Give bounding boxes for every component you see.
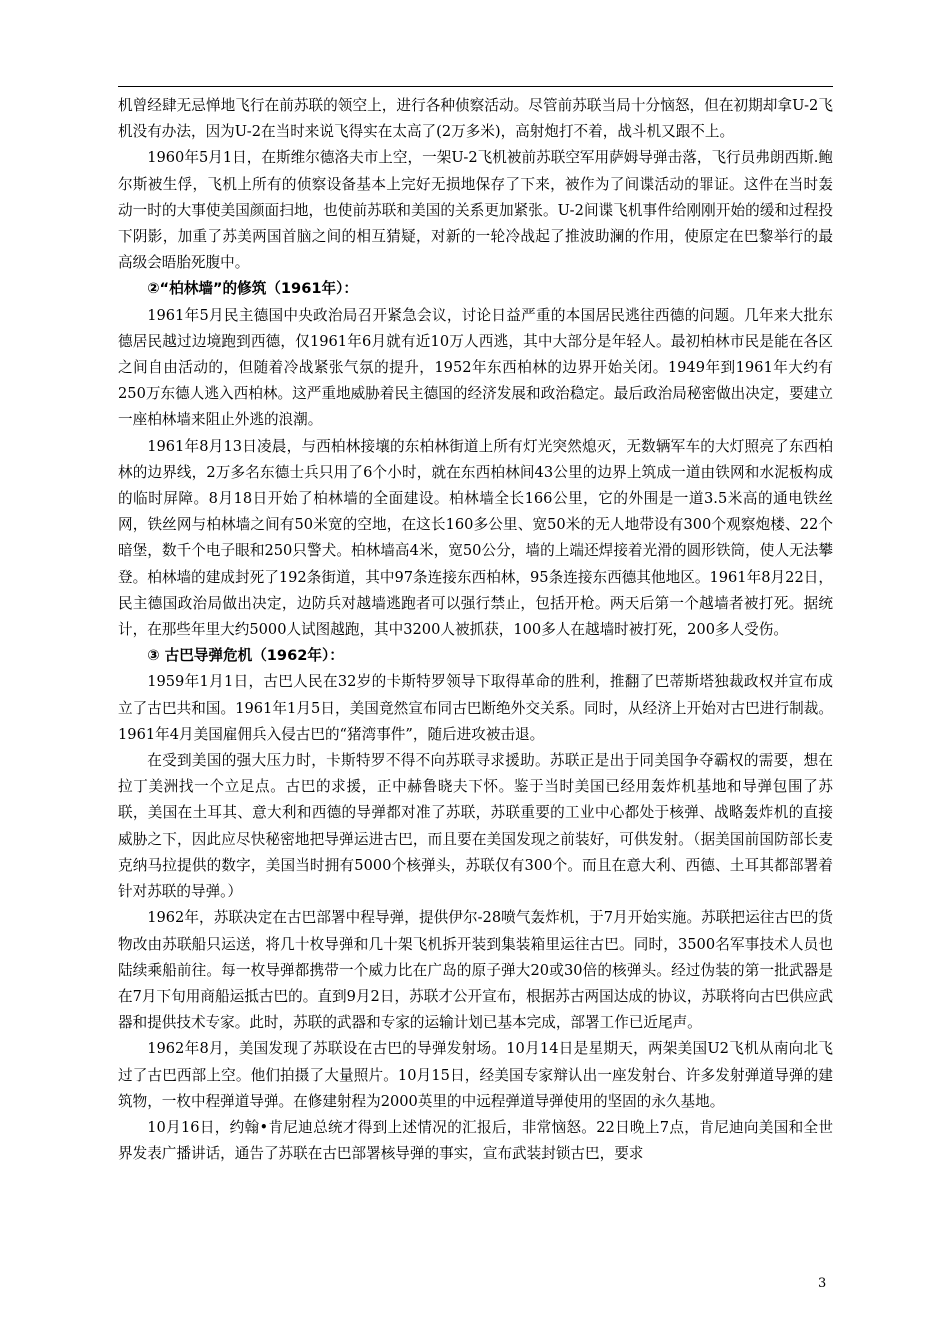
paragraph-cuban-revolution: 1959年1月1日，古巴人民在32岁的卡斯特罗领导下取得革命的胜利，推翻了巴蒂斯塔独裁政权并宣布成立了古巴共和国。1961年1月5日，美国竟然宣布同古巴断绝外交关系。同时，从经济上开始对古巴进行制裁。1961年4月美国雇佣兵入侵古巴的“猪湾事件”，随后进攻被击退。 (118, 673, 833, 743)
paragraph-us-discovery: 1962年8月，美国发现了苏联设在古巴的导弹发射场。10月14日是星期天，两架美国U2飞机从南向北飞过了古巴西部上空。他们拍摄了大量照片。10月15日，经美国专家辩认出一座发射台、许多发射弹道导弹的建筑物，一枚中程弹道导弹。在修建射程为2000英里的中远程弹道导弹使用的坚固的永久基地。 (118, 1040, 833, 1110)
page-number: 3 (818, 1276, 827, 1291)
paragraph-kennedy-response: 10月16日，约翰•肯尼迪总统才得到上述情况的汇报后，非常恼怒。22日晚上7点，肯尼迪向美国和全世界发表广播讲话，通告了苏联在古巴部署核导弹的事实，宣布武装封锁古巴，要求 (118, 1118, 833, 1163)
section-heading-berlin-wall: ②“柏林墙”的修筑（1961年）： (147, 280, 358, 298)
paragraph-missile-deployment: 1962年，苏联决定在古巴部署中程导弹，提供伊尔-28喷气轰炸机，于7月开始实施。苏联把运往古巴的货物改由苏联船只运送，将几十枚导弹和几十架飞机拆开装到集装箱里运往古巴。同时，3500名军事技术人员也陆续乘船前往。每一枚导弹都携带一个威力比在广岛的原子弹大20或30倍的核弹头。经过伪装的第一批武器是在7月下旬用商船运抵古巴的。直到9月2日，苏联才公开宣布，根据苏古两国达成的协议，苏联将向古巴供应武器和提供技术专家。此时，苏联的武器和专家的运输计划已基本完成，部署工作已近尾声。 (118, 909, 833, 1032)
document-body (118, 93, 833, 1167)
paragraph-u2-incident: 1960年5月1日，在斯维尔德洛夫市上空，一架U-2飞机被前苏联空军用萨姆导弹击落，飞行员弗朗西斯.鲍尔斯被生俘，飞机上所有的侦察设备基本上完好无损地保存了下来，被作为了间谍活动的罪证。这件在当时轰动一时的大事使美国颜面扫地，也使前苏联和美国的关系更加紧张。U-2间谍飞机事件给刚刚开始的缓和过程投下阴影，加重了苏美两国首脑之间的相互猜疑，对新的一轮冷战起了推波助澜的作用，使原定在巴黎举行的最高级会晤胎死腹中。 (118, 149, 833, 272)
paragraph-berlin-background: 1961年5月民主德国中央政治局召开紧急会议，讨论日益严重的本国居民逃往西德的问题。几年来大批东德居民越过边境跑到西德，仅1961年6月就有近10万人西逃，其中大部分是年轻人。最初柏林市民是能在各区之间自由活动的，但随着冷战紧张气氛的提升，1952年东西柏林的边界开始关闭。1949年到1961年大约有250万东德人逃入西柏林。这严重地威胁着民主德国的经济发展和政治稳定。最后政治局秘密做出决定，要建立一座柏林墙来阻止外逃的浪潮。 (118, 306, 833, 429)
paragraph-continuation: 机曾经肆无忌惮地飞行在前苏联的领空上，进行各种侦察活动。尽管前苏联当局十分恼怒，但在初期却拿U-2飞机没有办法，因为U-2在当时来说飞得实在太高了(2万多米)，高射炮打不着，战斗机又跟不上。 (118, 97, 833, 141)
section-heading-cuban-missile-crisis: ③ 古巴导弹危机（1962年）： (147, 647, 344, 665)
header-rule (118, 86, 833, 87)
paragraph-berlin-construction: 1961年8月13日凌晨，与西柏林接壤的东柏林街道上所有灯光突然熄灭，无数辆军车的大灯照亮了东西柏林的边界线，2万多名东德士兵只用了6个小时，就在东西柏林间43公里的边界上筑成一道由铁网和水泥板构成的临时屏障。8月18日开始了柏林墙的全面建设。柏林墙全长166公里，它的外围是一道3.5米高的通电铁丝网，铁丝网与柏林墙之间有50米宽的空地，在这长160多公里、宽50米的无人地带设有300个观察炮楼、22个暗堡，数千个电子眼和250只警犬。柏林墙高4米，宽50公分，墙的上端还焊接着光滑的圆形铁筒，使人无法攀登。柏林墙的建成封死了192条街道，其中97条连接东西柏林，95条连接东西德其他地区。1961年8月22日，民主德国政治局做出决定，边防兵对越墙逃跑者可以强行禁止，包括开枪。两天后第一个越墙者被打死。据统计，在那些年里大约5000人试图越跑，其中3200人被抓获，100多人在越墙时被打死，200多人受伤。 (118, 437, 833, 639)
paragraph-soviet-aid: 在受到美国的强大压力时，卡斯特罗不得不向苏联寻求援助。苏联正是出于同美国争夺霸权的需要，想在拉丁美洲找一个立足点。古巴的求援，正中赫鲁晓夫下怀。鉴于当时美国已经用轰炸机基地和导弹包围了苏联，美国在土耳其、意大利和西德的导弹都对准了苏联，苏联重要的工业中心都处于核弹、战略轰炸机的直接威胁之下，因此应尽快秘密地把导弹运进古巴，而且要在美国发现之前装好，可供发射。（据美国前国防部长麦克纳马拉提供的数字，美国当时拥有5000个核弹头，苏联仅有300个。而且在意大利、西德、土耳其都部署着针对苏联的导弹。） (118, 752, 833, 901)
